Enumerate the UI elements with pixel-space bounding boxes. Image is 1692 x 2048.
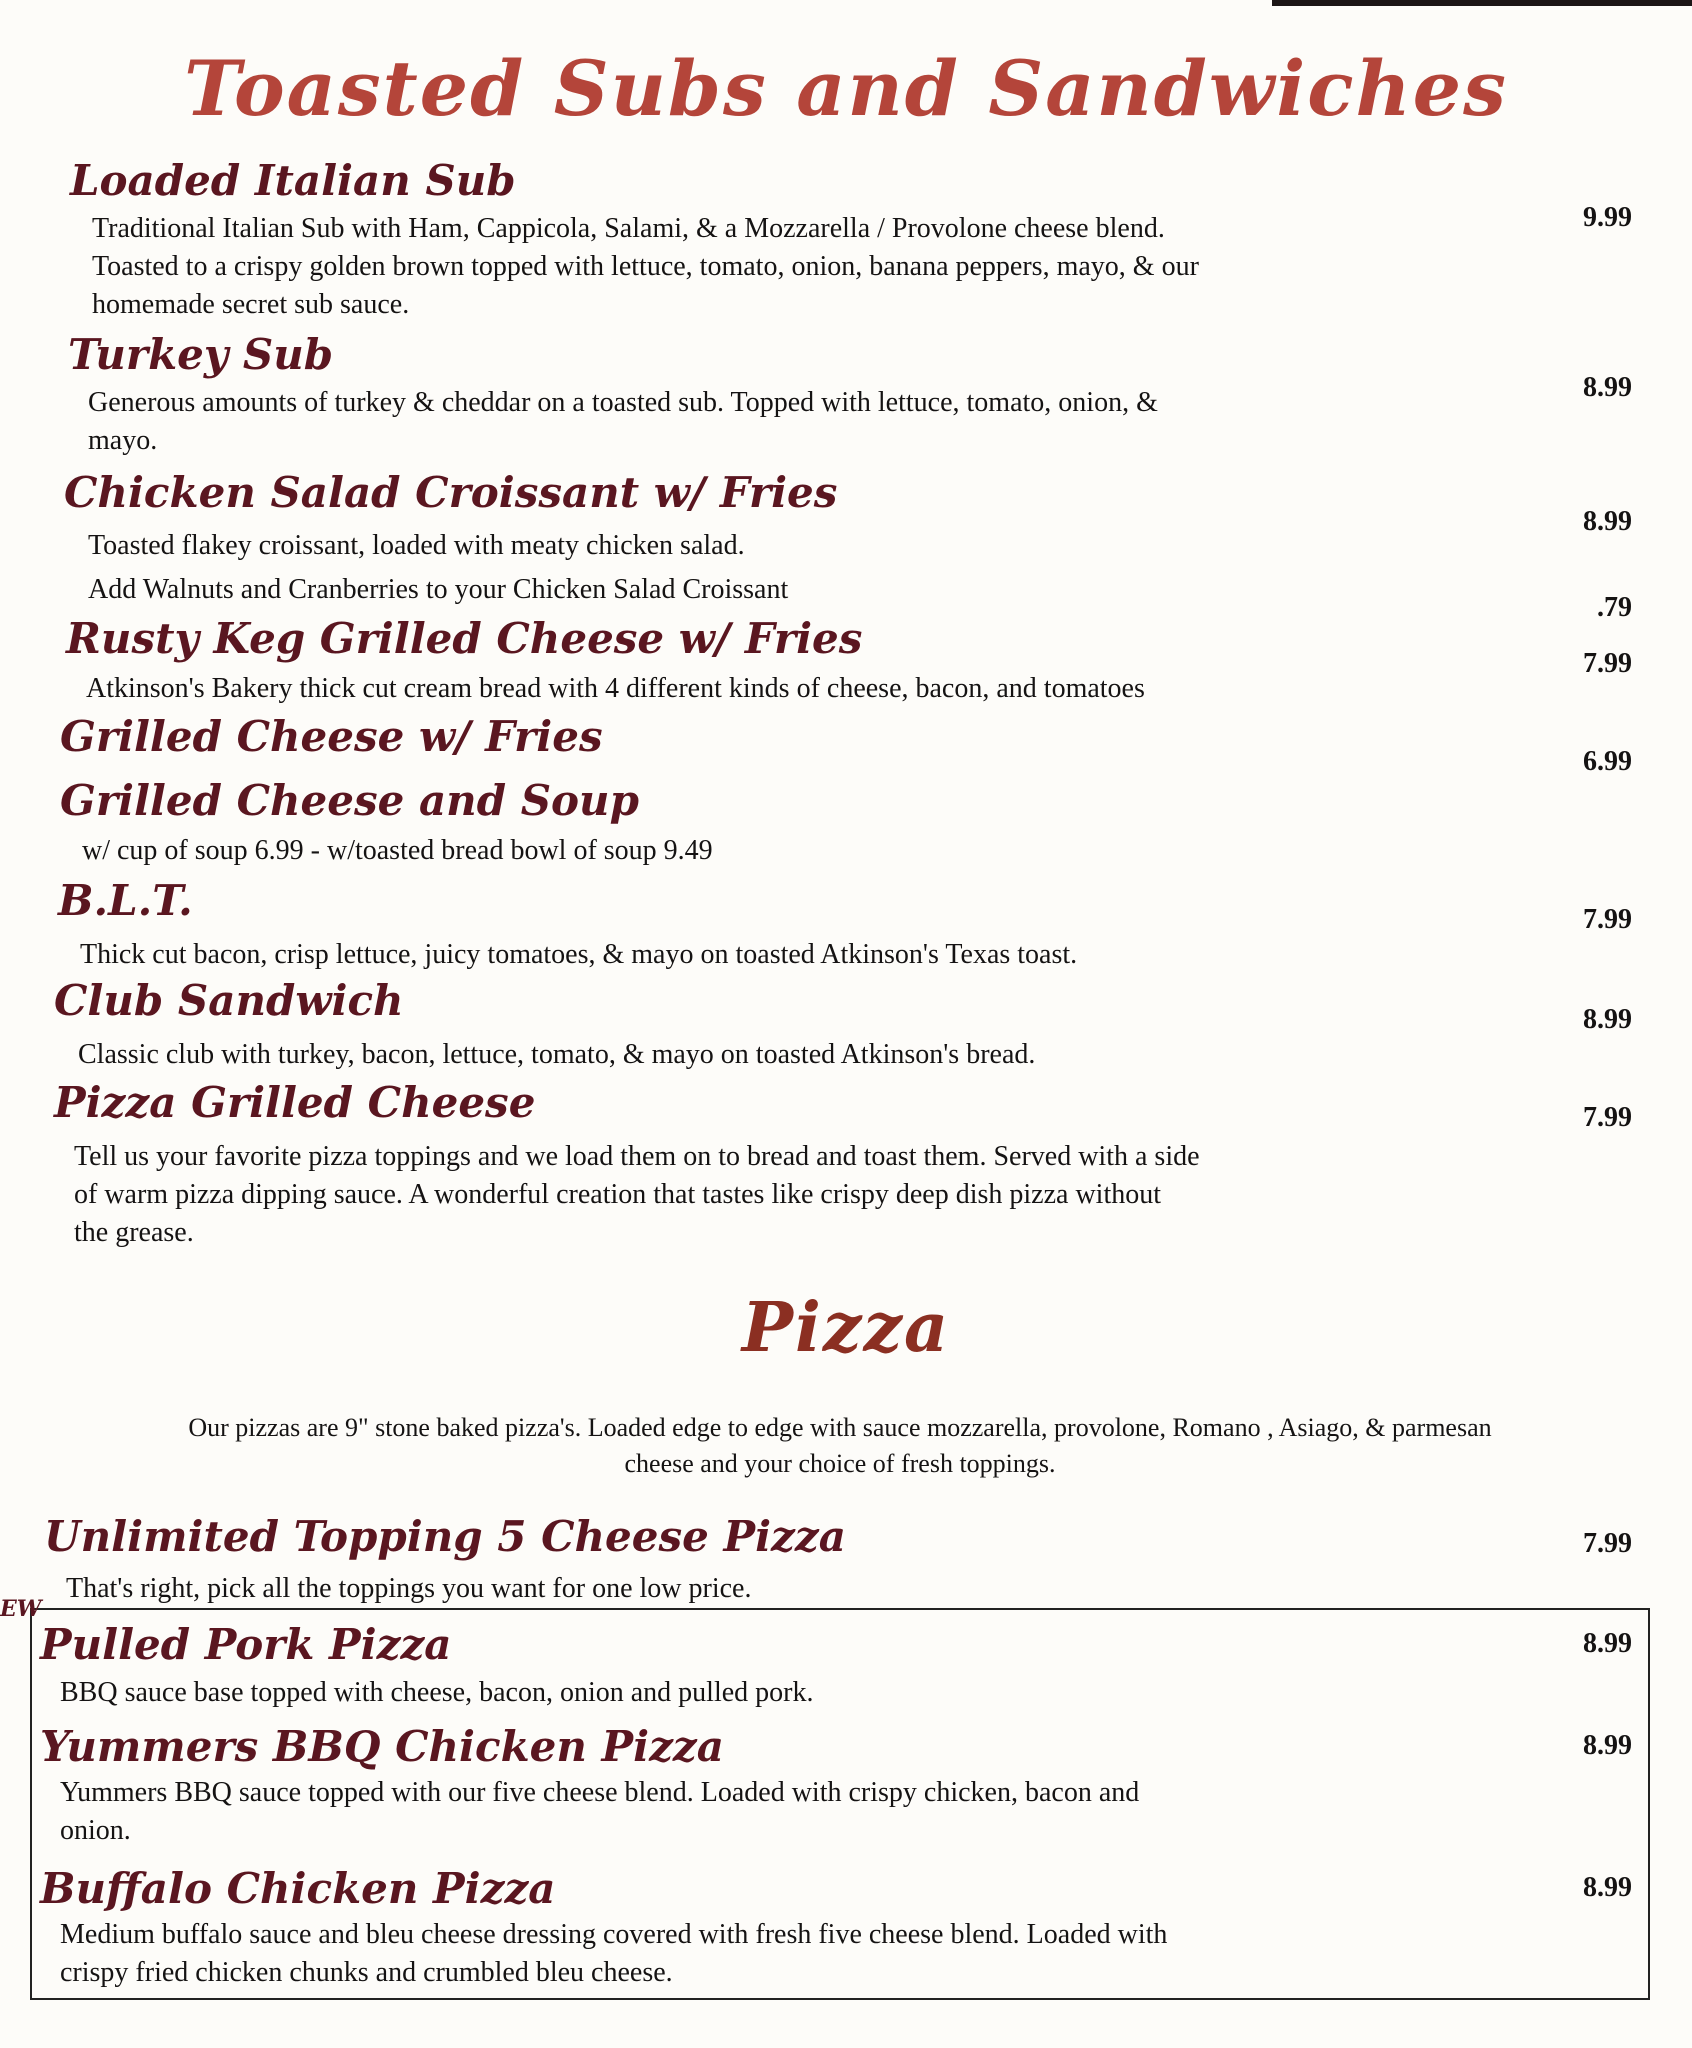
desc-line: Add Walnuts and Cranberries to your Chicken Salad Croissant (88, 574, 789, 605)
item-price: 7.99 (1583, 648, 1632, 679)
item-price: 7.99 (1583, 1528, 1632, 1559)
item-name: Unlimited Topping 5 Cheese Pizza (44, 1512, 846, 1561)
item-price: 8.99 (1583, 1872, 1632, 1903)
desc-line: Generous amounts of turkey & cheddar on a toasted sub. Topped with lettuce, tomato, onion, & (88, 387, 1158, 418)
item-name: Turkey Sub (68, 330, 334, 379)
item-description (60, 1916, 1167, 1992)
new-tag: EW (0, 1596, 42, 1622)
desc-line: mayo. (88, 425, 158, 456)
item-price: 8.99 (1583, 1628, 1632, 1659)
item-description (88, 524, 788, 612)
desc-line: Traditional Italian Sub with Ham, Cappicola, Salami, & a Mozzarella / Provolone cheese blend. (92, 213, 1165, 244)
item-name: Buffalo Chicken Pizza (40, 1864, 556, 1913)
desc-line: Yummers BBQ sauce topped with our five cheese blend. Loaded with crispy chicken, bacon and (60, 1777, 1140, 1808)
desc-line: Toasted flakey croissant, loaded with meaty chicken salad. (88, 530, 745, 561)
item-name: Pulled Pork Pizza (40, 1620, 452, 1669)
item-price: 8.99 (1583, 1004, 1632, 1035)
desc-line: homemade secret sub sauce. (92, 289, 410, 320)
pizza-intro (40, 1410, 1640, 1482)
item-name: Yummers BBQ Chicken Pizza (40, 1722, 724, 1771)
item-description (78, 1036, 1035, 1074)
corner-bar (1272, 0, 1692, 6)
item-price: 8.99 (1583, 372, 1632, 403)
item-description (88, 384, 1158, 460)
item-name: Loaded Italian Sub (70, 156, 516, 205)
desc-line: Atkinson's Bakery thick cut cream bread with 4 different kinds of cheese, bacon, and tomatoes (86, 673, 1145, 704)
desc-line: Classic club with turkey, bacon, lettuce, tomato, & mayo on toasted Atkinson's bread. (78, 1039, 1036, 1070)
item-description (60, 1774, 1139, 1850)
item-name: Pizza Grilled Cheese (54, 1078, 536, 1127)
item-price: 9.99 (1583, 202, 1632, 233)
desc-line: Tell us your favorite pizza toppings and we load them on to bread and toast them. Served with a side (74, 1141, 1200, 1172)
item-name: Club Sandwich (54, 976, 404, 1025)
item-price: 7.99 (1583, 1102, 1632, 1133)
desc-line: w/ cup of soup 6.99 - w/toasted bread bowl of soup 9.49 (82, 835, 713, 866)
addon-price: .79 (1597, 592, 1632, 623)
item-name: Grilled Cheese and Soup (60, 776, 639, 825)
subs-section-title: Toasted Subs and Sandwiches (184, 44, 1508, 133)
desc-line: That's right, pick all the toppings you want for one low price. (66, 1573, 752, 1604)
pizza-section-title: Pizza (741, 1288, 951, 1368)
item-name: B.L.T. (58, 876, 193, 925)
item-description (92, 210, 1199, 324)
item-description (66, 1570, 751, 1608)
item-price: 8.99 (1583, 1730, 1632, 1761)
item-name: Grilled Cheese w/ Fries (60, 712, 603, 761)
item-name: Rusty Keg Grilled Cheese w/ Fries (66, 614, 863, 663)
desc-line: Toasted to a crispy golden brown topped with lettuce, tomato, onion, banana peppers, mayo, & our (92, 251, 1199, 282)
item-price: 7.99 (1583, 904, 1632, 935)
desc-line: of warm pizza dipping sauce. A wonderful creation that tastes like crispy deep dish pizza without (74, 1179, 1162, 1210)
desc-line: Medium buffalo sauce and bleu cheese dressing covered with fresh five cheese blend. Loaded with (60, 1919, 1168, 1950)
desc-line: BBQ sauce base topped with cheese, bacon, onion and pulled pork. (60, 1677, 814, 1708)
desc-line: onion. (60, 1815, 131, 1846)
desc-line: the grease. (74, 1217, 194, 1248)
item-description (86, 670, 1145, 708)
item-price: 6.99 (1583, 746, 1632, 777)
item-price: 8.99 (1583, 506, 1632, 537)
item-description (74, 1138, 1200, 1252)
desc-line: crispy fried chicken chunks and crumbled bleu cheese. (60, 1957, 673, 1988)
intro-line: cheese and your choice of fresh toppings. (624, 1449, 1056, 1478)
item-description (60, 1674, 813, 1712)
item-description (80, 936, 1077, 974)
item-name: Chicken Salad Croissant w/ Fries (64, 468, 838, 517)
intro-line: Our pizzas are 9" stone baked pizza's. Loaded edge to edge with sauce mozzarella, provolone, Romano , Asiago, & parmesan (188, 1413, 1492, 1442)
desc-line: Thick cut bacon, crisp lettuce, juicy tomatoes, & mayo on toasted Atkinson's Texas toast. (80, 939, 1078, 970)
item-description (82, 832, 713, 870)
